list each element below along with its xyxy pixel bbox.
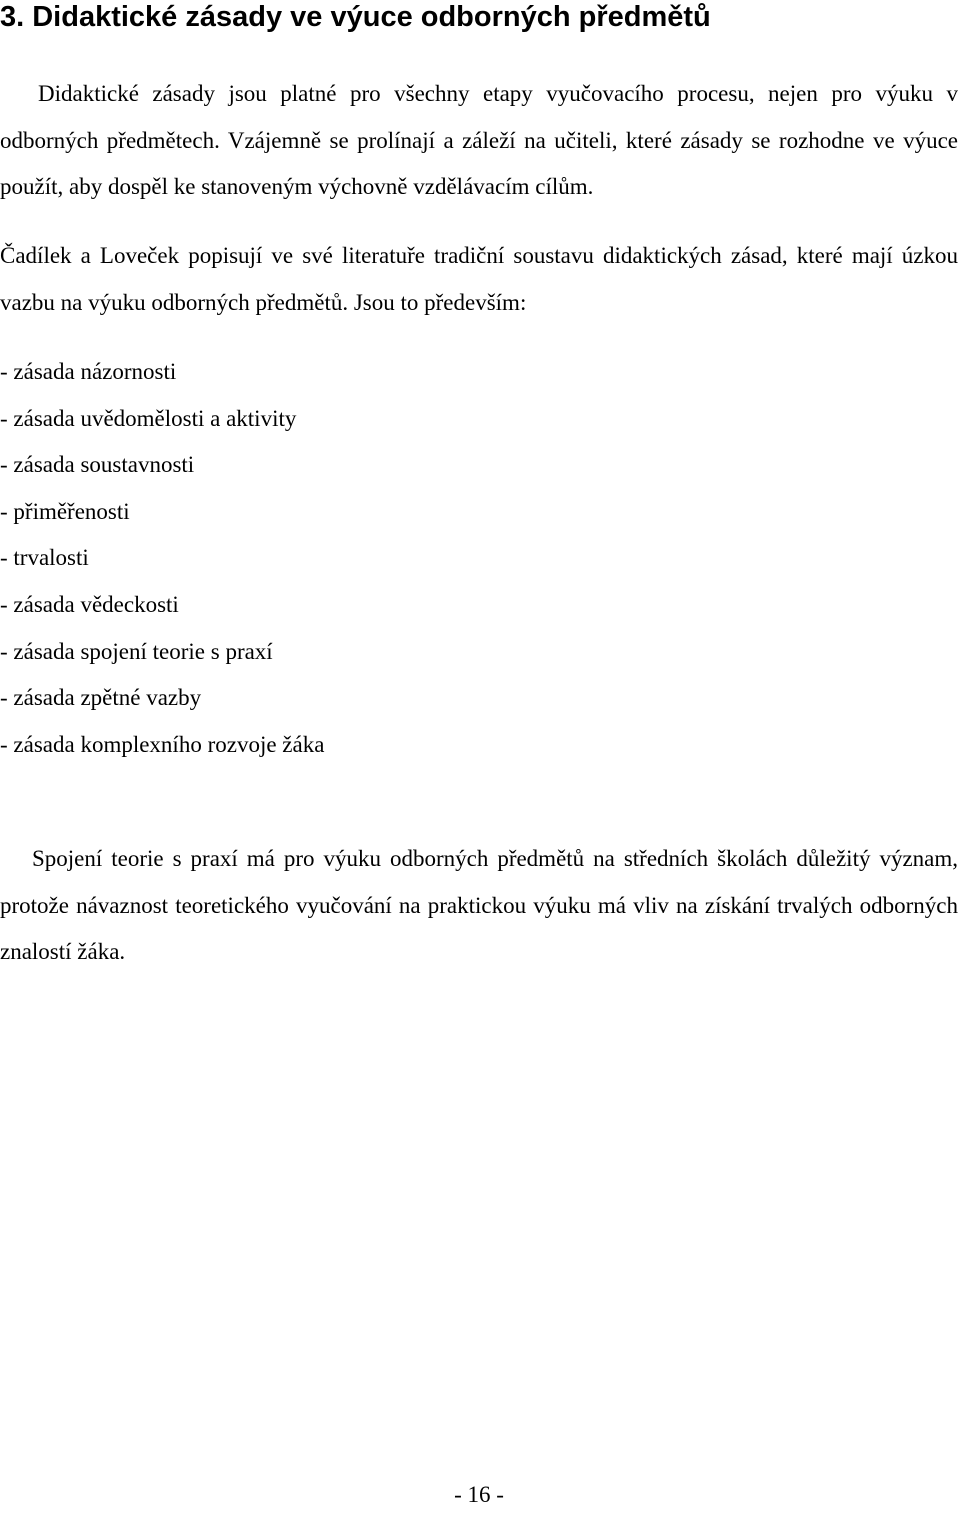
principles-list <box>0 349 324 768</box>
list-item: - zásada soustavnosti <box>0 452 195 478</box>
list-item: - trvalosti <box>0 545 89 571</box>
page-number: - 16 - <box>454 1482 504 1507</box>
list-item: - zásada spojení teorie s praxí <box>0 638 273 664</box>
section-heading: 3. Didaktické zásady ve výuce odborných předmětů <box>0 1 711 33</box>
authors-paragraph: Čadílek a Loveček popisují ve své literatuře tradiční soustavu didaktických zásad, které mají úzkou vazbu na výuku odborných předmětů. Jsou to především: <box>0 243 958 315</box>
list-item: - zásada uvědomělosti a aktivity <box>0 405 297 431</box>
list-item: - zásada komplexního rozvoje žáka <box>0 731 325 757</box>
list-item: - přiměřenosti <box>0 498 130 524</box>
conclusion-paragraph: Spojení teorie s praxí má pro výuku odborných předmětů na středních školách důležitý význam, protože návaznost teoretického vyučování na praktickou výuku má vliv na získání trvalých odborných znalostí žáka. <box>0 846 958 964</box>
list-item: - zásada zpětné vazby <box>0 685 202 711</box>
list-item: - zásada názornosti <box>0 359 177 384</box>
list-item: - zásada vědeckosti <box>0 591 179 617</box>
intro-paragraph: Didaktické zásady jsou platné pro všechny etapy vyučovacího procesu, nejen pro výuku v odborných předmětech. Vzájemně se prolínají a záleží na učiteli, které zásady se rozhodne ve výuce použít, aby dospěl ke stanoveným výchovně vzdělávacím cílům. <box>0 81 958 199</box>
